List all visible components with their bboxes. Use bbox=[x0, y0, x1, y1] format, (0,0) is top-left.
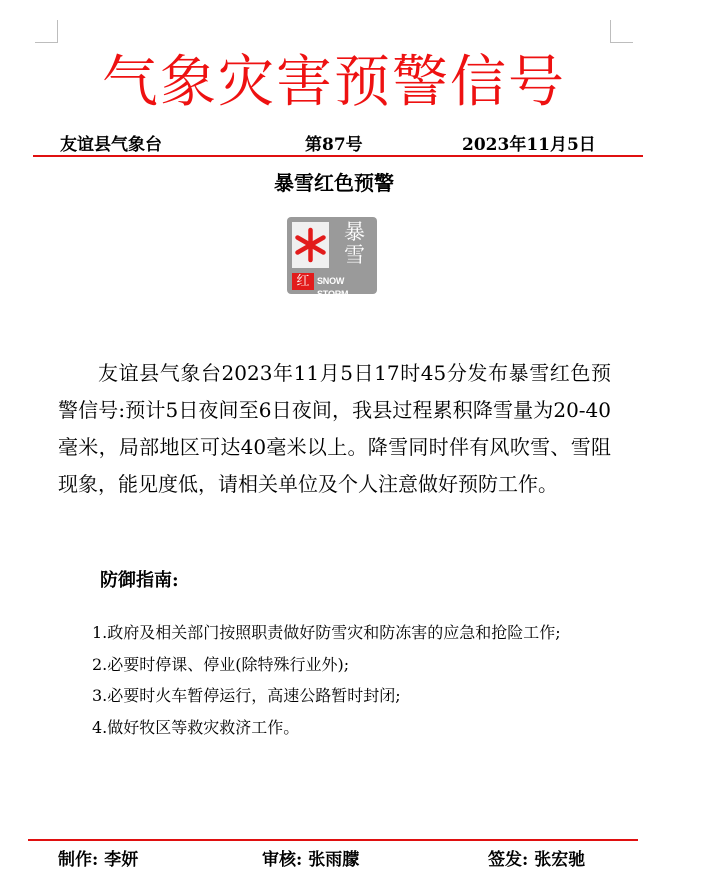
warning-body-text: 友谊县气象台2023年11月5日17时45分发布暴雪红色预警信号:预计5日夜间至6日夜间，我县过程累积降雪量为20-40毫米，局部地区可达40毫米以上。降雪同时伴有风吹雪、雪阻现象，能见度低，请相关单位及个人注意做好预防工作。 bbox=[58, 361, 611, 496]
badge-english-label: SNOW STORM bbox=[317, 276, 349, 299]
page-corner-mark-right bbox=[610, 20, 633, 43]
badge-char-bottom: 雪 bbox=[344, 243, 365, 267]
guide-item: 2.必要时停课、停业(除特殊行业外); bbox=[92, 654, 350, 674]
guide-item: 3.必要时火车暂停运行，高速公路暂时封闭; bbox=[92, 686, 401, 705]
footer-divider bbox=[28, 839, 638, 841]
issue-date: 2023年11月5日 bbox=[462, 135, 596, 155]
header-divider bbox=[33, 155, 643, 157]
issuer-name: 友谊县气象台 bbox=[60, 135, 162, 155]
badge-char-top: 暴 bbox=[344, 220, 365, 244]
defense-guide-list bbox=[58, 617, 628, 743]
defense-guide-heading: 防御指南: bbox=[100, 570, 179, 591]
page-corner-mark-left bbox=[35, 20, 58, 43]
footer-issued-by: 签发: 张宏驰 bbox=[488, 850, 586, 870]
document-title: 气象灾害预警信号 bbox=[102, 50, 566, 115]
footer-reviewed-by: 审核: 张雨朦 bbox=[262, 850, 360, 870]
warning-title: 暴雪红色预警 bbox=[274, 171, 394, 195]
guide-item: 1.政府及相关部门按照职责做好防雪灾和防冻害的应急和抢险工作; bbox=[92, 623, 561, 642]
issue-number: 第87号 bbox=[305, 135, 363, 155]
snowstorm-red-warning-badge bbox=[287, 217, 377, 299]
badge-level-label: 红 bbox=[292, 273, 314, 290]
guide-item: 4.做好牧区等救灾救济工作。 bbox=[92, 717, 300, 737]
snowflake-icon bbox=[292, 222, 329, 268]
footer-prepared-by: 制作: 李妍 bbox=[58, 850, 139, 870]
